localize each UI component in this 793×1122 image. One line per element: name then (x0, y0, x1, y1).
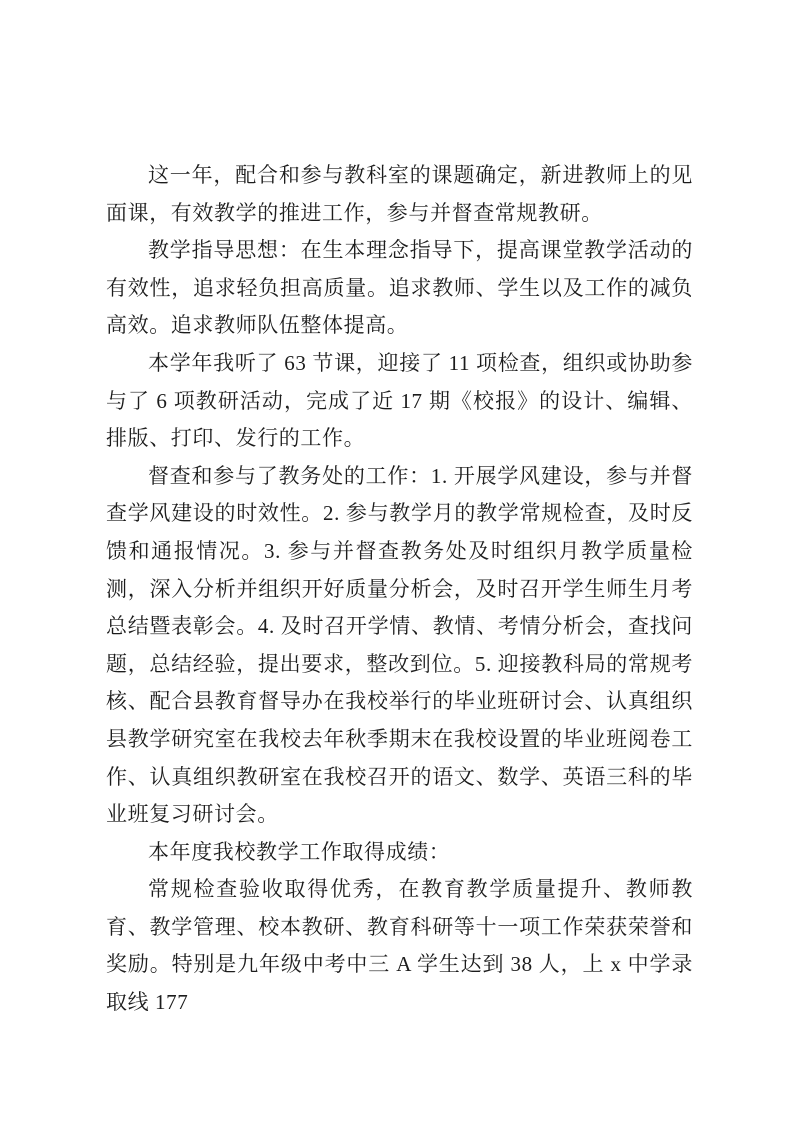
paragraph-school-year-stats: 本学年我听了 63 节课，迎接了 11 项检查，组织或协助参与了 6 项教研活动，完成了近 17 期《校报》的设计、编辑、排版、打印、发行的工作。 (106, 350, 693, 451)
paragraph-achievements-heading: 本年度我校教学工作取得成绩： (148, 839, 451, 864)
paragraph-academic-office-supervision-list: 督查和参与了教务处的工作：1. 开展学风建设，参与并督查学风建设的时效性。2. 参与教学月的教学常规检查，及时反馈和通报情况。3. 参与并督查教务处及时组织月教学质量检测，深入分析并组织开好质量分析会，及时召开学生师生月考总结暨表彰会。4. 及时召开学情、教情、考情分析会，查找问题，总结经验，提出要求，整改到位。5. 迎接教科局的常规考核、配合县教育督导办在我校举行的毕业班研讨会、认真组织县教学研究室在我校去年秋季期末在我校设置的毕业班阅卷工作、认真组织教研室在我校召开的语文、数学、英语三科的毕业班复习研讨会。 (106, 463, 693, 827)
paragraph-teaching-guiding-principle: 教学指导思想：在生本理念指导下，提高课堂教学活动的有效性，追求轻负担高质量。追求教师、学生以及工作的减负高效。追求教师队伍整体提高。 (106, 238, 693, 338)
paragraph-achievements-detail: 常规检查验收取得优秀，在教育教学质量提升、教师教育、教学管理、校本教研、教育科研等十一项工作荣获荣誉和奖励。特别是九年级中考中三 A 学生达到 38 人，上 x 中学录取线 177 (106, 877, 693, 1015)
paragraph-intro-year-work: 这一年，配合和参与教科室的课题确定，新进教师上的见面课，有效教学的推进工作，参与并督查常规教研。 (106, 163, 693, 225)
